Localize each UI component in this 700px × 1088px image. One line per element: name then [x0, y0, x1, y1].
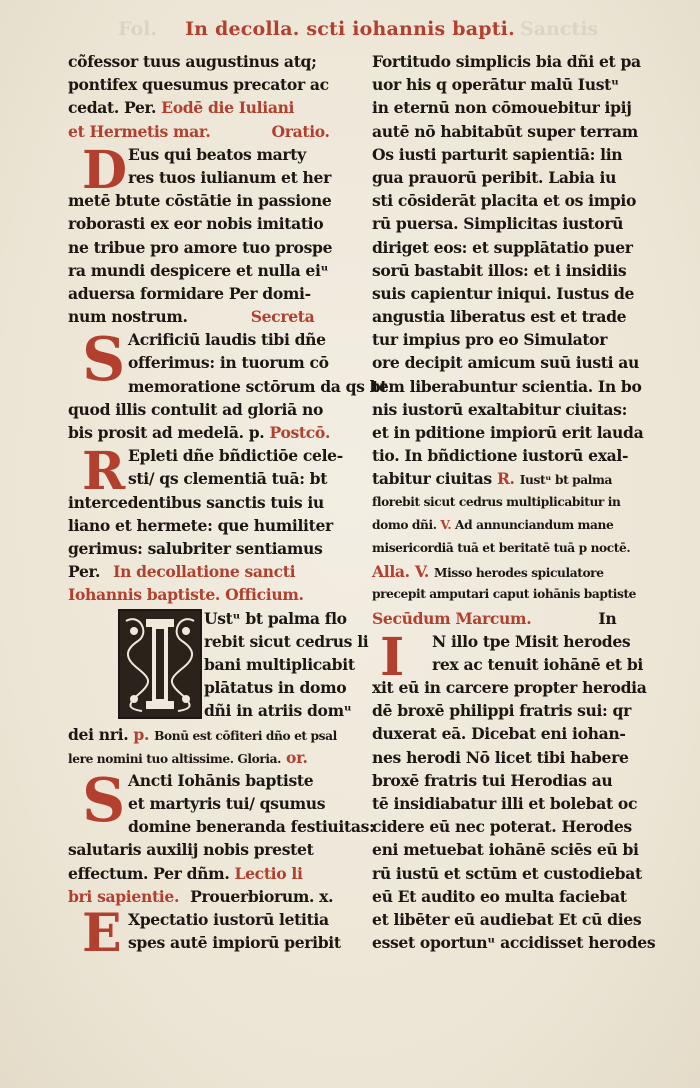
text-line: pontifex quesumus precator ac [68, 75, 329, 95]
lectio-block [68, 903, 360, 964]
text-line: liano et hermete: que humiliter [68, 515, 333, 535]
text-line: et libēter eū audiebat Et cū dies [372, 909, 642, 929]
text-line: rū puersa. Simplicitas iustorū [372, 214, 624, 234]
left-column [68, 50, 388, 964]
text-line: eni metuebat iohānē sciēs eū bi [372, 840, 639, 860]
text-line-black: In [598, 608, 617, 628]
text-line: gerimus: salubriter sentiamus [68, 538, 323, 558]
show-through-text-left: Fol. [118, 18, 157, 40]
text-line: et martyris tui/ qsumus [128, 794, 326, 814]
text-line [68, 96, 360, 119]
text-line: tem liberabuntur scientia. In bo [372, 376, 642, 396]
text-line-black: cedat. Per. [68, 98, 157, 118]
text-line-black: Prouerbiorum. x. [190, 886, 334, 906]
text-line: tur impius pro eo Simulator [372, 330, 608, 350]
show-through-text-right: Sanctis [520, 18, 599, 40]
text-line: Os iusti parturit sapientiā: lin [372, 144, 623, 164]
text-line: Ustᵘ bt palma flo [204, 608, 347, 628]
text-line: Xpectatio iustorū letitia [128, 910, 329, 929]
drop-cap-initial: E [82, 903, 122, 964]
rubric: Eodē die Iuliani [161, 98, 295, 118]
text-line-black: effectum. Per dñm. [68, 863, 230, 883]
text-line: salutaris auxilij nobis prestet [68, 840, 314, 860]
small-text-line [372, 514, 672, 537]
rubric: Postcō. [269, 423, 331, 442]
text-line: suis capientur iniqui. Iustus de [372, 283, 635, 303]
rubric: p. [133, 724, 150, 744]
rubric: Secreta [250, 307, 315, 327]
text-line: Acrificiū laudis tibi dñe [128, 330, 326, 350]
rubric: V. [414, 562, 429, 582]
text-line: ra mundi despicere et nulla eiᵘ [68, 260, 329, 280]
text-line [372, 607, 672, 630]
ornamental-initial-i [118, 609, 202, 719]
text-line: rex ac tenuit iohānē et bi [432, 654, 643, 674]
small-text: Misso herodes spiculatore [434, 566, 604, 581]
small-text: Ad annunciandum mane [455, 517, 614, 532]
text-line: in eternū non cōmouebitur ipij [372, 98, 632, 118]
rubric: In decollatione sancti [113, 562, 296, 582]
text-line-black: bis prosit ad medelā. p. [68, 423, 265, 442]
text-line: uor his q operātur malū Iustᵘ [372, 75, 619, 95]
text-line: Epleti dñe bñdictiōe cele- [128, 446, 343, 466]
ornament-icon [120, 611, 200, 717]
text-line: xit eū in carcere propter herodia [372, 678, 647, 698]
text-line: roborasti ex eor nobis imitatio [68, 214, 324, 234]
text-line: metē btute cōstātie in passione [68, 191, 332, 211]
text-line: diriget eos: et supplātatio puer [372, 237, 633, 257]
text-line: et in pditione impiorū erit lauda [372, 423, 644, 442]
rubric: or. [286, 747, 308, 767]
text-line: res tuos iulianum et her [128, 167, 331, 187]
text-line: Fortitudo simplicis bia dñi et pa [372, 52, 641, 71]
small-text-line: precepit amputari caput iohānis baptiste [372, 587, 637, 602]
secreta-block [68, 325, 388, 398]
text-line: Eus qui beatos marty [128, 144, 306, 164]
text-line: domine beneranda festiuitas: [128, 817, 375, 837]
text-line-black: tabitur ciuitas [372, 469, 492, 489]
rubric: R. [496, 469, 515, 489]
text-line [68, 723, 360, 746]
drop-cap-initial: D [82, 139, 127, 201]
drop-cap-initial: R [82, 441, 125, 503]
text-line: rū iustū et sctūm et custodiebat [372, 863, 642, 883]
rubric: V. [440, 517, 452, 532]
drop-cap-initial: S [82, 325, 125, 396]
text-line-black: Per. [68, 562, 101, 582]
text-line: spes autē impiorū peribit [128, 933, 341, 953]
small-text: Bonū est cōfiteri dño et psal [154, 728, 337, 743]
text-line: autē nō habitabūt super terram [372, 121, 638, 141]
text-line: ne tribue pro amore tuo prospe [68, 237, 333, 257]
text-line: memoratione sctōrum da qs bt [128, 376, 388, 396]
text-line: bani multiplicabit [204, 654, 355, 674]
text-line: N illo tpe Misit herodes [432, 631, 631, 651]
text-line: dē broxē philippi fratris sui: qr [372, 701, 631, 721]
text-line: tio. In bñdictione iustorū exal- [372, 446, 629, 466]
text-line: cõfessor tuus augustinus atq; [68, 52, 317, 71]
introit-block [68, 607, 369, 723]
text-line: Ancti Iohānis baptiste [128, 770, 314, 790]
text-line: intercedentibus sanctis tuis iu [68, 492, 324, 512]
text-line [68, 560, 360, 583]
text-line: angustia liberatus est et trade [372, 307, 627, 327]
drop-cap-initial: I [380, 626, 404, 688]
small-text: Iustᵘ bt palma [519, 473, 613, 488]
text-line [68, 862, 360, 885]
text-line: esset oportunᵘ accidisset herodes [372, 933, 656, 953]
text-line: sorū bastabit illos: et i insidiis [372, 260, 627, 280]
small-text-line: misericordiā tuā et beritatē tuā p noctē. [372, 540, 631, 555]
text-line: sti cōsiderāt placita et os impio [372, 191, 637, 211]
text-line [372, 560, 672, 583]
running-head: In decolla. scti iohannis bapti. [185, 18, 515, 40]
rubric: Alla. [372, 562, 410, 582]
rubric: et Hermetis mar. [68, 121, 211, 141]
rubric: Lectio li [234, 863, 303, 883]
text-line: ore decipit amicum suū iusti au [372, 353, 640, 373]
text-line: offerimus: in tuorum cō [128, 353, 329, 373]
small-text-line: florebit sicut cedrus multiplicabitur in [372, 494, 621, 509]
text-line: nes herodi Nō licet tibi habere [372, 747, 629, 767]
small-text: lere nomini tuo altissime. Gloria. [68, 751, 281, 766]
text-line: dñi in atriis domᵘ [204, 701, 352, 721]
text-line-black: dei nri. [68, 724, 129, 744]
rubric: bri sapientie. [68, 886, 180, 906]
text-line: tē insidiabatur illi et bolebat oc [372, 794, 638, 813]
rubric: Secūdum Marcum. [372, 608, 532, 628]
text-line: broxē fratris tui Herodias au [372, 770, 613, 790]
text-line: rebit sicut cedrus li [204, 631, 369, 651]
introit-text [204, 607, 369, 723]
text-line: plātatus in domo [204, 678, 347, 698]
text-line: eū Et audito eo multa faciebat [372, 886, 627, 906]
text-line: gua prauorū peribit. Labia iu [372, 167, 617, 187]
text-line: cidere eū nec poterat. Herodes [372, 817, 632, 837]
right-column [372, 50, 672, 954]
text-line: duxerat eā. Dicebat eni iohan- [372, 724, 626, 744]
text-line-black: num nostrum. [68, 307, 188, 327]
rubric-line: Iohannis baptiste. Officium. [68, 585, 304, 605]
rubric: Oratio. [271, 121, 330, 141]
text-line: quod illis contulit ad gloriā no [68, 399, 324, 419]
text-line: nis iustorū exaltabitur ciuitas: [372, 399, 627, 419]
text-line: sti/ qs clementiā tuā: bt [128, 469, 328, 489]
text-line [372, 467, 672, 490]
drop-cap-initial: S [82, 765, 125, 836]
text-line: aduersa formidare Per domi- [68, 283, 311, 303]
oratio-block [68, 765, 375, 839]
small-text: domo dñi. [372, 517, 437, 532]
